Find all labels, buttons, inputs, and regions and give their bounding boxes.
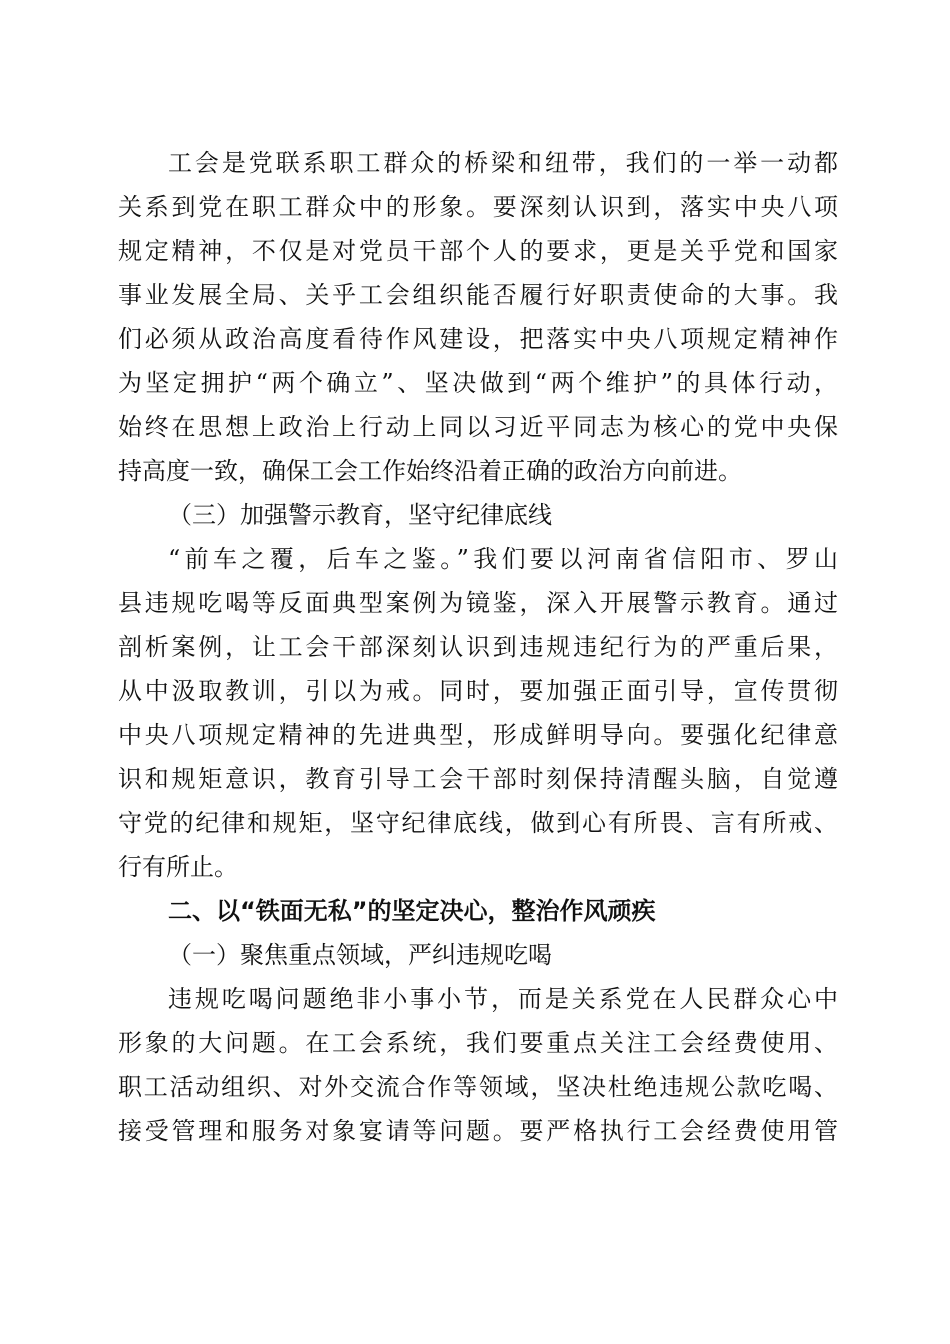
text-line: 行有所止。 xyxy=(118,853,238,881)
text-line: 始终在思想上政治上行动上同以习近平同志为核心的党中央保 xyxy=(118,413,838,441)
text-line: “前车之覆，后车之鉴。”我们要以河南省信阳市、罗山 xyxy=(168,545,838,573)
text-line: 守党的纪律和规矩，坚守纪律底线，做到心有所畏、言有所戒、 xyxy=(118,809,838,837)
text-line: 职工活动组织、对外交流合作等领域，坚决杜绝违规公款吃喝、 xyxy=(118,1073,838,1101)
text-line: 工会是党联系职工群众的桥梁和纽带，我们的一举一动都 xyxy=(168,149,838,177)
text-line: 接受管理和服务对象宴请等问题。要严格执行工会经费使用管 xyxy=(118,1117,838,1145)
subsection-heading-key-areas: （一）聚焦重点领域，严纠违规吃喝 xyxy=(168,941,552,969)
text-line: 关系到党在职工群众中的形象。要深刻认识到，落实中央八项 xyxy=(118,193,838,221)
text-line: 们必须从政治高度看待作风建设，把落实中央八项规定精神作 xyxy=(118,325,838,353)
text-line: 中央八项规定精神的先进典型，形成鲜明导向。要强化纪律意 xyxy=(118,721,838,749)
text-line: 剖析案例，让工会干部深刻认识到违规违纪行为的严重后果， xyxy=(118,633,838,661)
text-line: 持高度一致，确保工会工作始终沿着正确的政治方向前进。 xyxy=(118,457,742,485)
text-line: 规定精神，不仅是对党员干部个人的要求，更是关乎党和国家 xyxy=(118,237,838,265)
paragraph-warning-education xyxy=(118,537,838,889)
section-heading-rectify-style: 二、以“铁面无私”的坚定决心，整治作风顽疾 xyxy=(168,897,656,925)
text-line: 从中汲取教训，引以为戒。同时，要加强正面引导，宣传贯彻 xyxy=(118,677,838,705)
paragraph-political-stance xyxy=(118,141,838,493)
text-line: 县违规吃喝等反面典型案例为镜鉴，深入开展警示教育。通过 xyxy=(118,589,838,617)
document-body xyxy=(118,141,838,1153)
text-line: 形象的大问题。在工会系统，我们要重点关注工会经费使用、 xyxy=(118,1029,838,1057)
subsection-heading-warning-education: （三）加强警示教育，坚守纪律底线 xyxy=(168,501,552,529)
paragraph-illegal-dining xyxy=(118,977,838,1153)
text-line: 为坚定拥护“两个确立”、坚决做到“两个维护”的具体行动， xyxy=(118,369,838,397)
text-line: 事业发展全局、关乎工会组织能否履行好职责使命的大事。我 xyxy=(118,281,838,309)
text-line: 识和规矩意识，教育引导工会干部时刻保持清醒头脑，自觉遵 xyxy=(118,765,838,793)
text-line: 违规吃喝问题绝非小事小节，而是关系党在人民群众心中 xyxy=(168,985,838,1013)
